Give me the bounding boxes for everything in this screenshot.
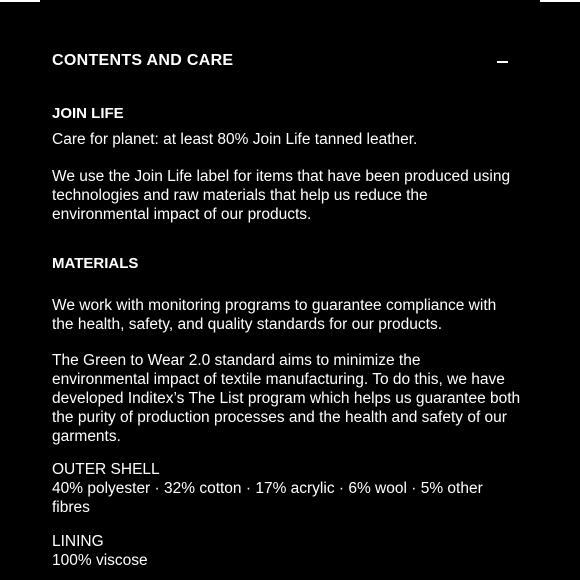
- lining-label: LINING: [52, 533, 104, 550]
- top-left-edge: [0, 0, 40, 2]
- materials-monitoring-text: We work with monitoring programs to guarantee compliance with the health, safety, and quality standards for our products.: [52, 297, 497, 333]
- section-header[interactable]: [52, 50, 510, 74]
- materials-green-to-wear-text: The Green to Wear 2.0 standard aims to minimize the environmental impact of textile manufacturing. To do this, we have developed Inditex’s The List program which helps us guarantee both the purity of production processes and the health and safety of our garments.: [52, 352, 521, 445]
- top-right-edge: [540, 0, 580, 2]
- section-title: CONTENTS AND CARE: [52, 52, 234, 69]
- join-life-care-text: Care for planet: at least 80% Join Life tanned leather.: [52, 131, 418, 148]
- outer-shell-composition: 40% polyester · 32% cotton · 17% acrylic · 6% wool · 5% other fibres: [52, 480, 483, 516]
- minus-icon: [497, 61, 508, 63]
- join-life-description: We use the Join Life label for items that have been produced using technologies and raw materials that help us reduce the environmental impact of our products.: [52, 168, 511, 223]
- outer-shell-label: OUTER SHELL: [52, 461, 160, 478]
- lining-composition: 100% viscose: [52, 552, 148, 569]
- collapse-button[interactable]: [496, 54, 510, 68]
- materials-heading: MATERIALS: [52, 255, 139, 272]
- join-life-heading: JOIN LIFE: [52, 105, 124, 122]
